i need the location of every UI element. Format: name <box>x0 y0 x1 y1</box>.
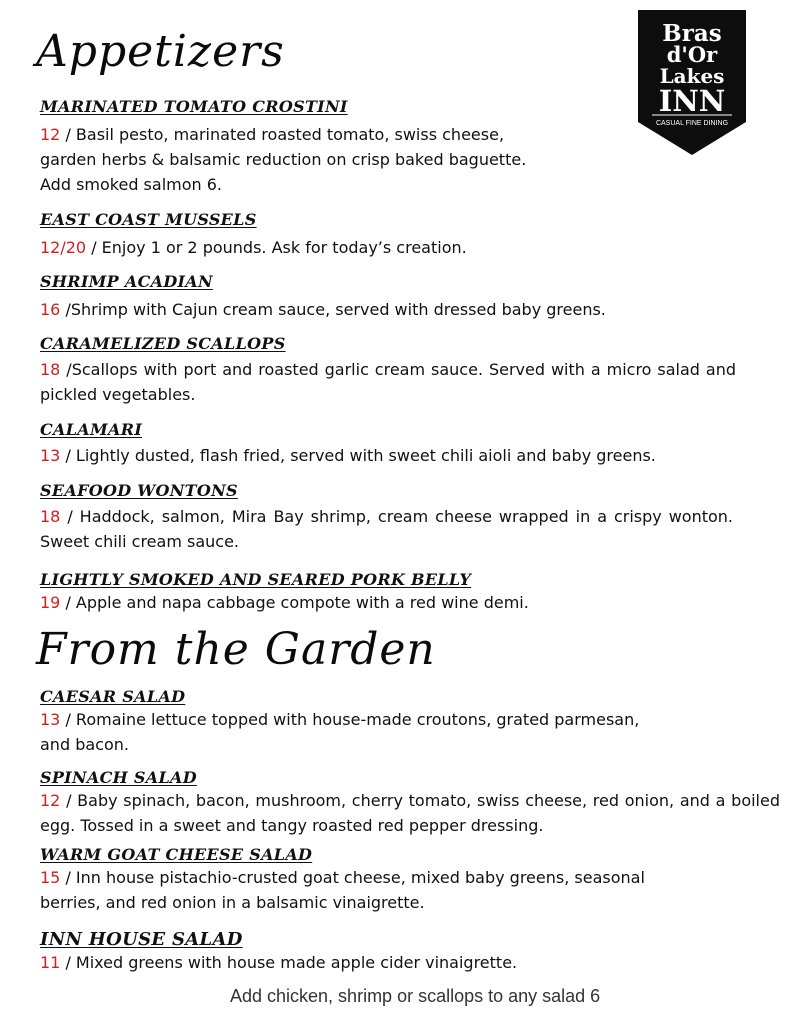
item-name: SPINACH SALAD <box>40 768 197 787</box>
item-name: SHRIMP ACADIAN <box>40 272 213 291</box>
menu-item-wontons <box>40 481 733 554</box>
item-description <box>40 122 740 197</box>
desc-line: / Romaine lettuce topped with house-made croutons, grated parmesan, <box>60 710 640 729</box>
menu-item-inn-house-salad <box>40 930 740 975</box>
desc-line: /Shrimp with Cajun cream sauce, served with dressed baby greens. <box>60 300 606 319</box>
item-price: 13 <box>40 446 61 465</box>
garden-heading: From the Garden <box>36 624 436 675</box>
desc-line: berries, and red onion in a balsamic vinaigrette. <box>40 893 425 912</box>
item-name: CARAMELIZED SCALLOPS <box>40 334 286 353</box>
item-name: LIGHTLY SMOKED AND SEARED PORK BELLY <box>40 570 472 589</box>
item-price: 18 <box>40 360 61 379</box>
item-name: CAESAR SALAD <box>40 687 186 706</box>
menu-item-calamari <box>40 420 740 468</box>
desc-line: / Mixed greens with house made apple cider vinaigrette. <box>60 953 518 972</box>
menu-item-tomato-crostini <box>40 97 740 197</box>
desc-line: / Apple and napa cabbage compote with a red wine demi. <box>60 593 529 612</box>
menu-item-scallops <box>40 334 736 407</box>
logo-line-1: Bras <box>662 20 722 47</box>
desc-line: /Scallops with port and roasted garlic cream sauce. Served with a micro salad and pickled vegetables. <box>40 360 736 404</box>
item-price: 13 <box>40 710 61 729</box>
desc-line: / Inn house pistachio-crusted goat cheese, mixed baby greens, seasonal <box>60 868 645 887</box>
desc-line: garden herbs & balsamic reduction on crisp baked baguette. <box>40 150 527 169</box>
item-name: CALAMARI <box>40 420 143 439</box>
item-description <box>40 504 733 554</box>
menu-item-goat-cheese-salad <box>40 845 740 915</box>
desc-line: / Haddock, salmon, Mira Bay shrimp, cream cheese wrapped in a crispy wonton. Sweet chili cream sauce. <box>40 507 733 551</box>
desc-line: / Baby spinach, bacon, mushroom, cherry tomato, swiss cheese, red onion, and a boiled egg. Tossed in a sweet and tangy roasted red pepper dressing. <box>40 791 780 835</box>
item-description <box>40 235 740 260</box>
item-price: 12 <box>40 125 61 144</box>
desc-line: and bacon. <box>40 735 129 754</box>
logo-line-2: d'Or <box>666 42 718 67</box>
item-description <box>40 788 780 838</box>
logo-line-4: INN <box>658 84 726 118</box>
item-name: MARINATED TOMATO CROSTINI <box>40 97 348 116</box>
item-name: SEAFOOD WONTONS <box>40 481 238 500</box>
item-description <box>40 865 740 915</box>
menu-item-shrimp-acadian <box>40 272 740 322</box>
item-name: INN HOUSE SALAD <box>40 929 243 950</box>
logo-tagline: CASUAL FINE DINING <box>655 120 729 127</box>
desc-line: Add smoked salmon 6. <box>40 175 223 194</box>
appetizers-heading: Appetizers <box>36 26 285 77</box>
salad-addon-note: Add chicken, shrimp or scallops to any salad 6 <box>230 986 601 1006</box>
desc-line: / Lightly dusted, flash fried, served with sweet chili aioli and baby greens. <box>60 446 656 465</box>
item-name: EAST COAST MUSSELS <box>40 210 257 229</box>
logo-line-3: Lakes <box>659 64 725 88</box>
item-price: 12 <box>40 791 61 810</box>
desc-line: / Basil pesto, marinated roasted tomato, swiss cheese, <box>60 125 505 144</box>
item-description <box>40 590 740 615</box>
item-description <box>40 707 740 757</box>
menu-item-caesar-salad <box>40 687 740 757</box>
item-price: 16 <box>40 300 61 319</box>
item-description <box>40 297 740 322</box>
desc-line: / Enjoy 1 or 2 pounds. Ask for today’s creation. <box>86 238 467 257</box>
item-description <box>40 357 736 407</box>
item-price: 15 <box>40 868 61 887</box>
menu-item-spinach-salad <box>40 768 780 838</box>
item-description <box>40 950 740 975</box>
menu-item-mussels <box>40 210 740 260</box>
item-price: 18 <box>40 507 61 526</box>
item-name: WARM GOAT CHEESE SALAD <box>40 845 313 864</box>
item-description <box>40 443 740 468</box>
menu-item-pork-belly <box>40 570 740 615</box>
item-price: 12/20 <box>40 238 87 257</box>
item-price: 19 <box>40 593 61 612</box>
item-price: 11 <box>40 953 61 972</box>
